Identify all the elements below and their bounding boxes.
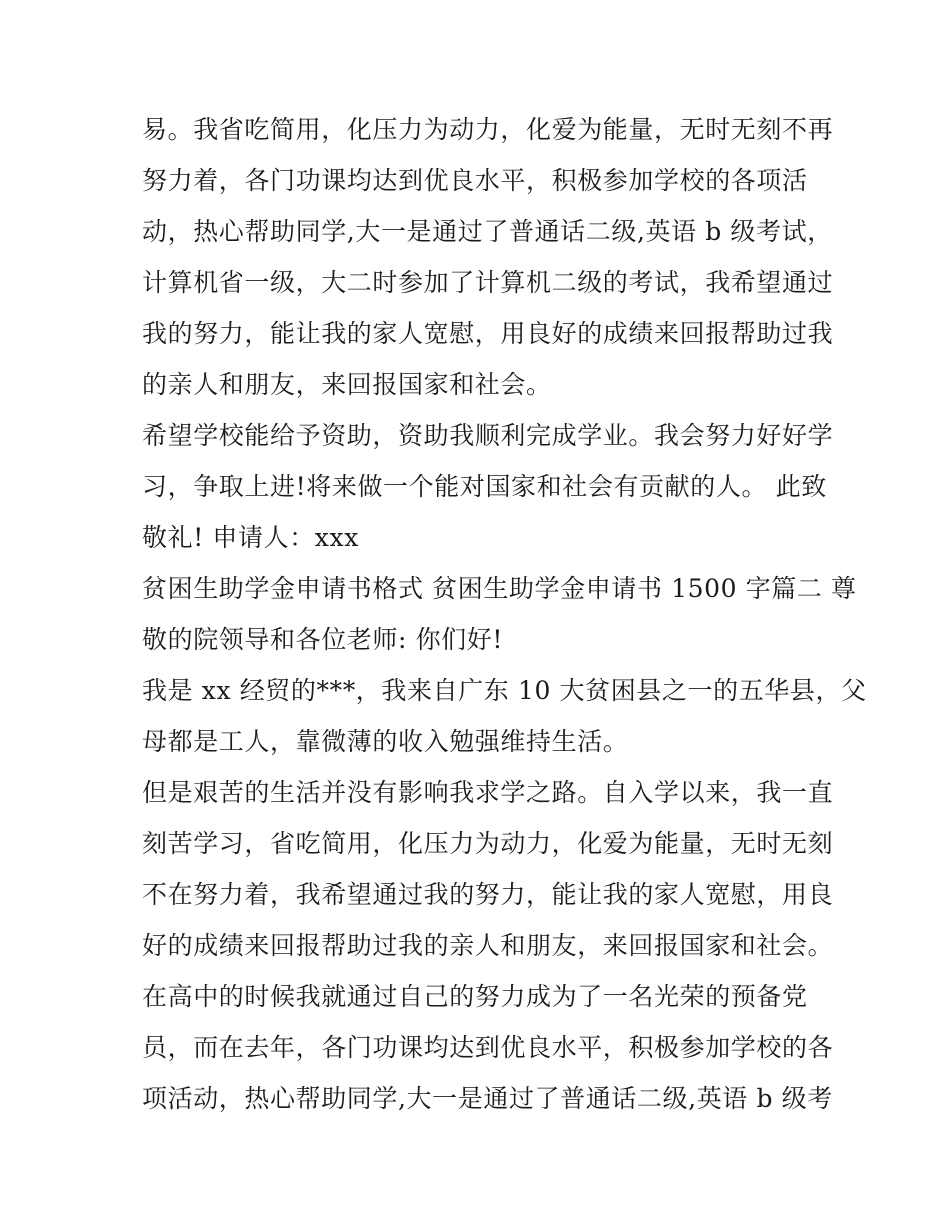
text-line: 我是 xx 经贸的***，我来自广东 10 大贫困县之一的五华县，父 [142, 676, 867, 705]
text-line: 敬的院领导和各位老师: 你们好! [142, 625, 504, 654]
text-line: 但是艰苦的生活并没有影响我求学之路。自入学以来，我一直 [142, 778, 834, 807]
text-line: 的亲人和朋友，来回报国家和社会。 [142, 370, 552, 399]
text-line: 动，热心帮助同学,大一是通过了普通话二级,英语 b 级考试， [142, 217, 833, 246]
text-line: 敬礼! 申请人：xxx [142, 523, 359, 552]
text-line: 易。我省吃简用，化压力为动力，化爱为能量，无时无刻不再 [142, 115, 834, 144]
text-line: 项活动，热心帮助同学,大一是通过了普通话二级,英语 b 级考 [142, 1084, 833, 1113]
text-line: 计算机省一级，大二时参加了计算机二级的考试，我希望通过 [142, 268, 834, 297]
text-line: 希望学校能给予资助，资助我顺利完成学业。我会努力好好学 [142, 421, 834, 450]
text-line: 在高中的时候我就通过自己的努力成为了一名光荣的预备党 [142, 982, 808, 1011]
body-text [142, 104, 867, 1124]
text-line: 贫困生助学金申请书格式 贫困生助学金申请书 1500 字篇二 尊 [142, 574, 857, 603]
text-line: 我的努力，能让我的家人宽慰，用良好的成绩来回报帮助过我 [142, 319, 834, 348]
text-line: 好的成绩来回报帮助过我的亲人和朋友，来回报国家和社会。 [142, 931, 834, 960]
text-line: 努力着，各门功课均达到优良水平，积极参加学校的各项活 [142, 166, 808, 195]
text-line: 员，而在去年，各门功课均达到优良水平，积极参加学校的各 [142, 1033, 834, 1062]
text-line: 习，争取上进!将来做一个能对国家和社会有贡献的人。 此致 [142, 472, 827, 501]
text-line: 母都是工人，靠微薄的收入勉强维持生活。 [142, 727, 629, 756]
text-line: 刻苦学习，省吃简用，化压力为动力，化爱为能量，无时无刻 [142, 829, 834, 858]
text-line: 不在努力着，我希望通过我的努力，能让我的家人宽慰，用良 [142, 880, 834, 909]
